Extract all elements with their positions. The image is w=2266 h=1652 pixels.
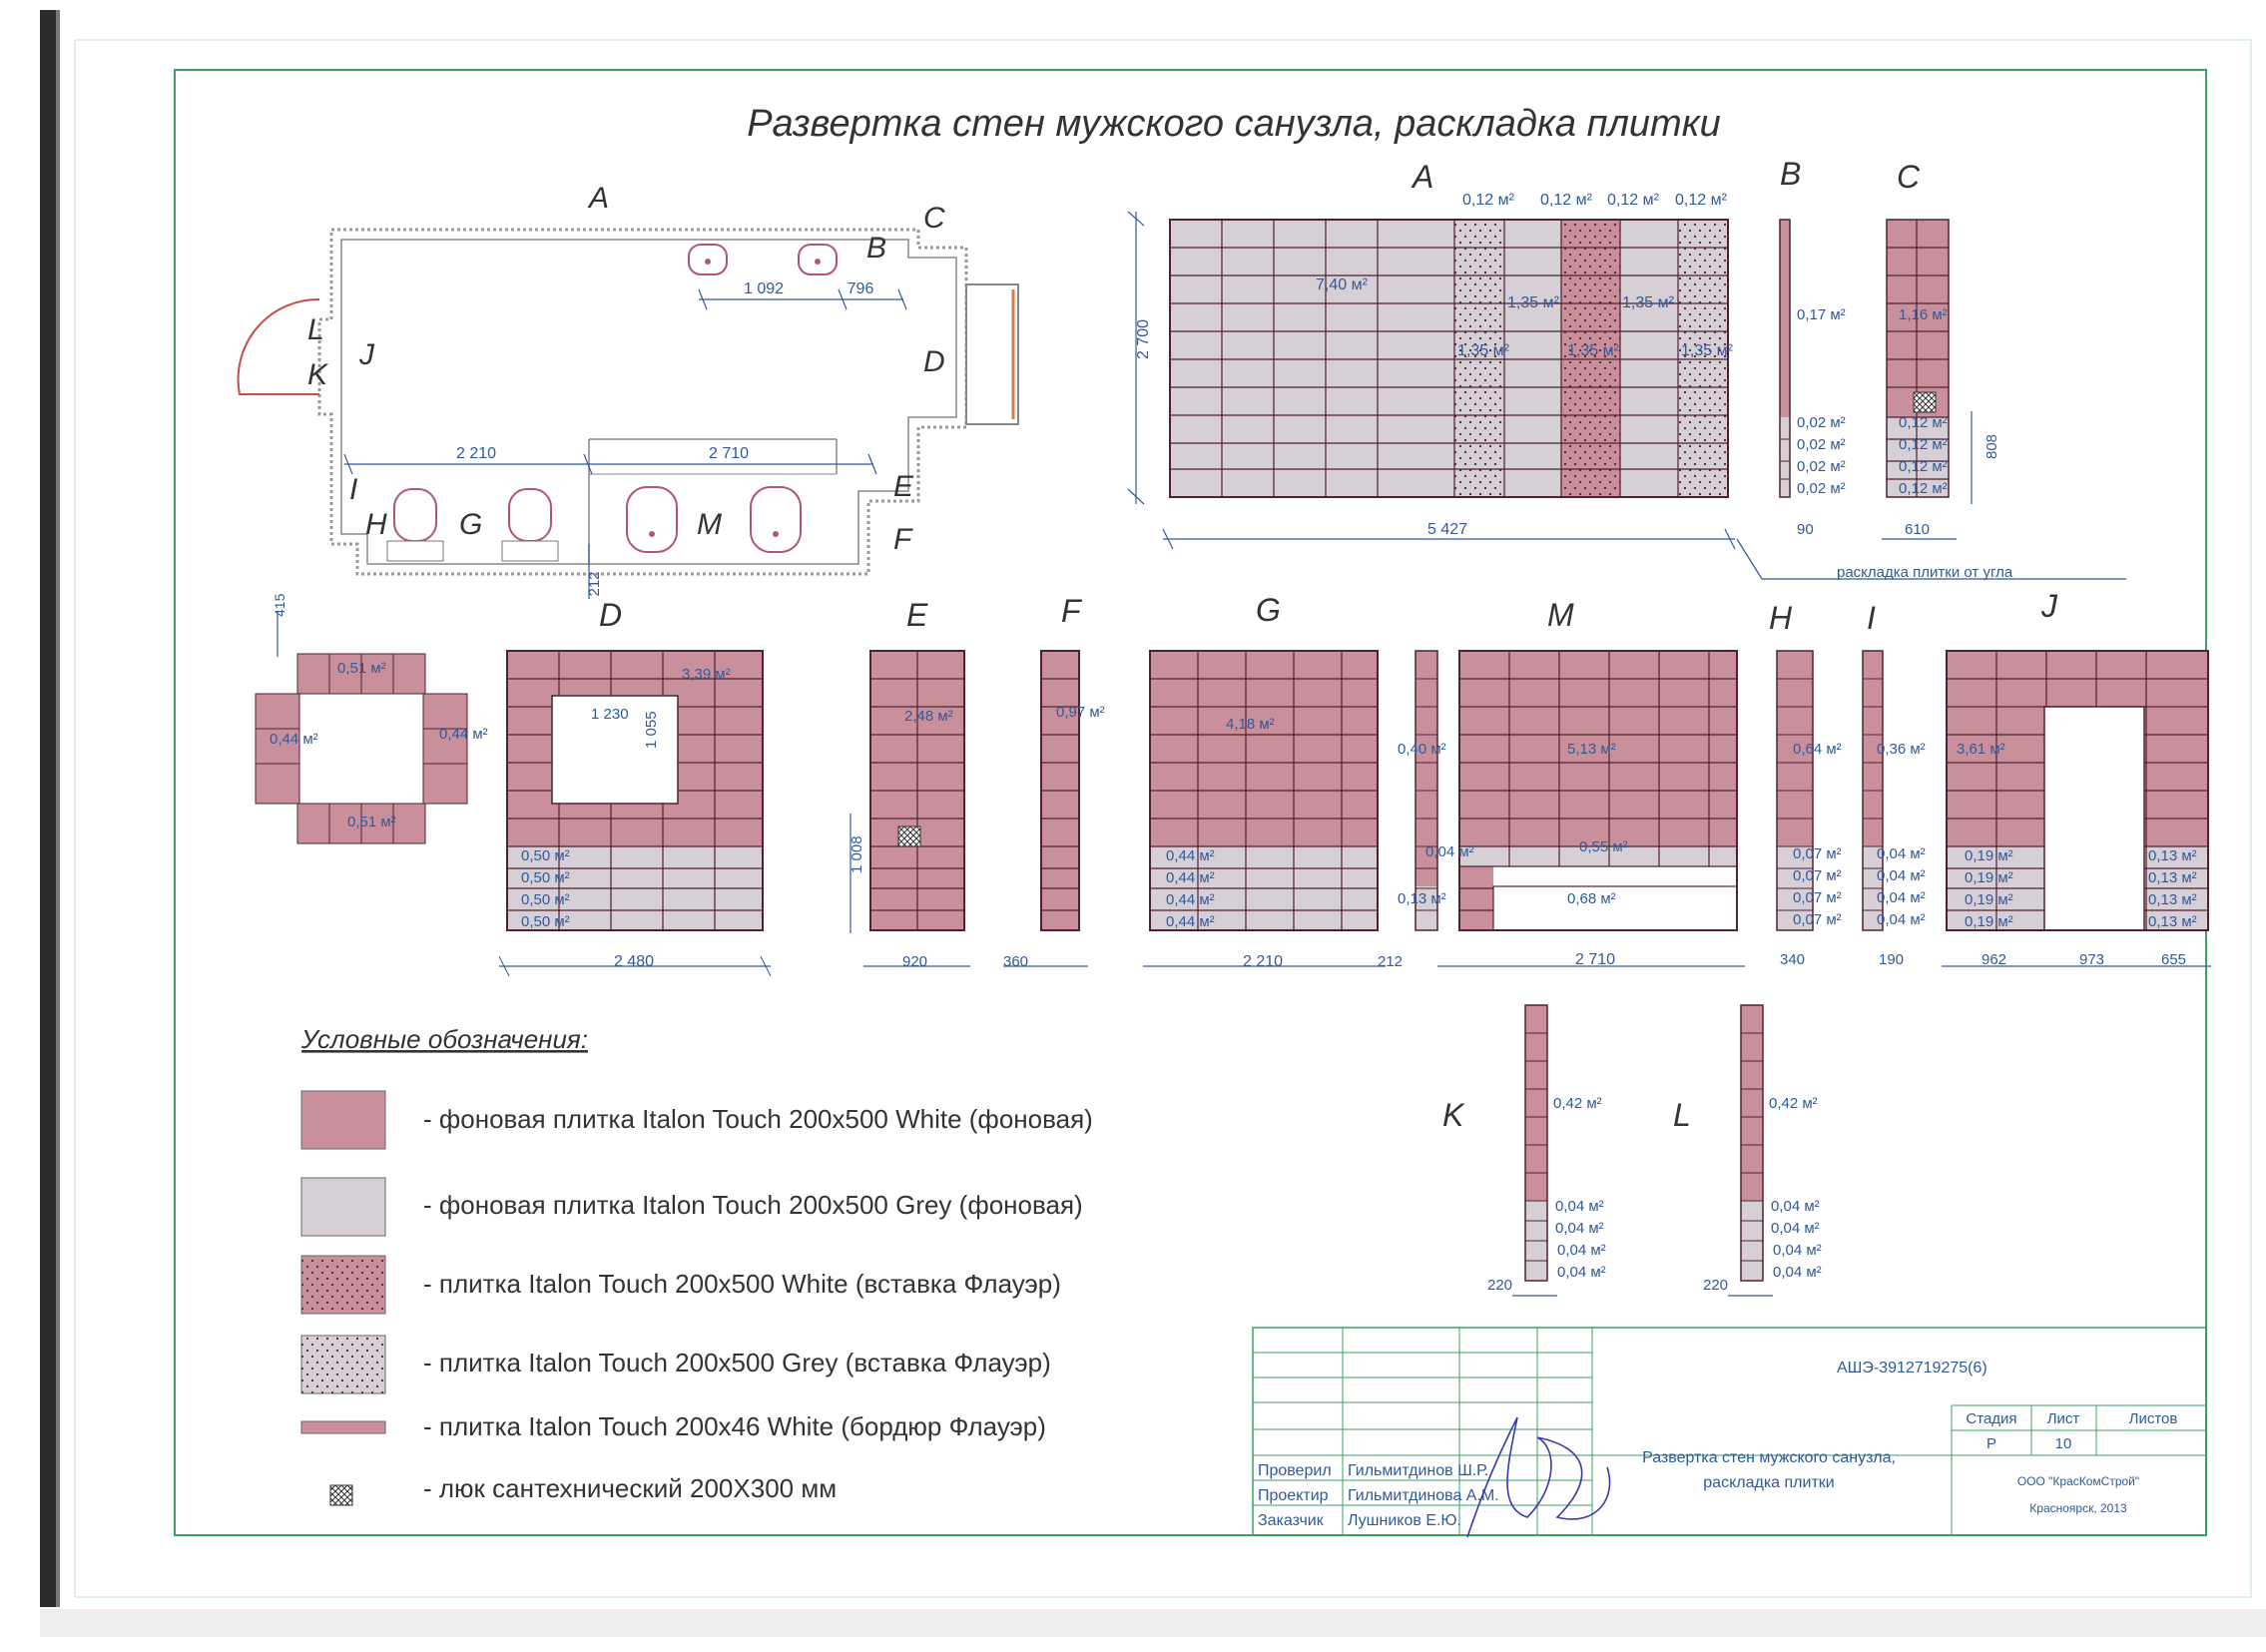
elevation-D: [256, 593, 771, 976]
stamp-stage: Р: [1985, 1435, 1997, 1452]
wall-C-note: раскладка плитки от угла: [1837, 564, 2013, 581]
sink-2: [799, 245, 837, 275]
dim-212: 212: [586, 571, 603, 597]
dim-2210: 2 210: [455, 445, 497, 462]
wall-D-reveal-left: 0,44 м²: [270, 731, 318, 748]
wall-A-grey-field: [1170, 220, 1454, 497]
wall-D-band-1: 0,50 м²: [521, 847, 570, 864]
wall-F-label: F: [1061, 593, 1081, 629]
wall-B-area-main: 0,17 м²: [1797, 306, 1846, 323]
wall-I-label: I: [1867, 600, 1876, 636]
legend-swatch-grey-dots: [301, 1336, 385, 1393]
wall-G-band-4: 0,44 м²: [1166, 913, 1215, 930]
wall-J-small-right-3: 0,13 м²: [2148, 891, 2197, 908]
legend-item-3: - плитка Italon Touch 200x500 White (вставка Флауэр): [423, 1269, 1061, 1299]
elevation-A: [1128, 159, 1735, 549]
elevation-C: [1737, 159, 2126, 581]
plan-label-E: E: [893, 470, 914, 503]
elevation-B: [1780, 156, 1846, 538]
stamp-stage-header: Стадия: [1966, 1410, 2017, 1427]
wall-B-small-1: 0,02 м²: [1797, 414, 1846, 431]
wall-G-side-width: 212: [1378, 953, 1404, 970]
plan-label-G: G: [459, 508, 483, 541]
wall-L-small-2: 0,04 м²: [1771, 1220, 1820, 1237]
wall-B-small-2: 0,02 м²: [1797, 436, 1846, 453]
wall-A-width: 5 427: [1427, 521, 1468, 538]
legend-swatch-hatch: [330, 1485, 352, 1505]
stamp-name-3: Лушников Е.Ю.: [1348, 1512, 1462, 1529]
wall-I-small-2: 0,04 м²: [1877, 867, 1926, 884]
wall-I-small-3: 0,04 м²: [1877, 889, 1926, 906]
plan-label-C: C: [923, 202, 945, 235]
wall-J-small-left-1: 0,19 м²: [1965, 847, 2013, 864]
floor-plan: [239, 182, 1018, 599]
wall-G-area-main: 4,18 м²: [1226, 716, 1275, 733]
wall-D-band-4: 0,50 м²: [521, 913, 570, 930]
wall-D-band-3: 0,50 м²: [521, 891, 570, 908]
wall-I-area-main: 0,36 м²: [1877, 741, 1926, 758]
wall-C-small-1: 0,12 м²: [1899, 414, 1948, 431]
wall-A-area-top-4: 0,12 м²: [1675, 192, 1727, 209]
plan-label-L: L: [307, 313, 324, 346]
paper-edge: [40, 1609, 2266, 1637]
wall-G-side-area: 0,40 м²: [1398, 741, 1446, 758]
plan-label-K: K: [307, 358, 328, 391]
elevation-J: [1942, 588, 2211, 968]
wall-H-area-main: 0,64 м²: [1793, 741, 1842, 758]
wall-D-opening-h: 1 055: [643, 711, 660, 749]
wall-D-reveal: [256, 593, 488, 843]
wall-I-small-1: 0,04 м²: [1877, 845, 1926, 862]
dim-2710: 2 710: [708, 445, 750, 462]
elevation-L: [1673, 1005, 1822, 1296]
wall-J-small-right-4: 0,13 м²: [2148, 913, 2197, 930]
legend-title: Условные обозначения:: [301, 1024, 589, 1054]
stamp-sheet: 10: [2054, 1435, 2072, 1452]
plan-label-M: M: [697, 508, 722, 541]
wall-G-width: 2 210: [1243, 953, 1284, 970]
wall-A-area-135-b3: 1,35 м²: [1681, 342, 1733, 359]
wall-H-small-4: 0,07 м²: [1793, 911, 1842, 928]
wall-D-band-2: 0,50 м²: [521, 869, 570, 886]
stamp-role-1: Проверил: [1258, 1462, 1332, 1479]
wall-A-area-135-b1: 1,35 м²: [1457, 342, 1509, 359]
wall-D-reveal-top: 0,51 м²: [337, 660, 386, 677]
elevation-M: [1425, 597, 1745, 968]
toilet-2: [502, 489, 558, 561]
wall-M-label: M: [1547, 597, 1574, 633]
sink-1: [689, 245, 727, 275]
wall-J-width-1: 962: [1982, 951, 2007, 968]
elevation-F: [1003, 593, 1105, 970]
legend: [300, 1024, 1093, 1505]
wall-E-height: 1 008: [849, 835, 865, 873]
stamp-role-2: Проектир: [1258, 1487, 1329, 1504]
wall-G-band-1: 0,44 м²: [1166, 847, 1215, 864]
wall-A-area-135-a1: 1,35 м²: [1507, 294, 1559, 311]
window-d: [966, 284, 1018, 424]
stamp-sheet-header: Лист: [2046, 1410, 2080, 1427]
plan-label-A: A: [589, 182, 610, 215]
wall-C-area-main: 1,16 м²: [1899, 306, 1948, 323]
legend-swatch-grey: [301, 1178, 385, 1236]
plan-label-J: J: [359, 338, 374, 371]
wall-J-small-left-3: 0,19 м²: [1965, 891, 2013, 908]
elevation-G: [1143, 592, 1446, 970]
dim-796: 796: [847, 280, 874, 297]
wall-J-small-left-4: 0,19 м²: [1965, 913, 2013, 930]
legend-swatch-pink-dots: [301, 1256, 385, 1314]
legend-item-4: - плитка Italon Touch 200x500 Grey (вставка Флауэр): [423, 1348, 1051, 1377]
wall-C-label: C: [1897, 159, 1921, 195]
stamp-name-2: Гильмитдинова А.М.: [1348, 1487, 1499, 1504]
wall-H-small-3: 0,07 м²: [1793, 889, 1842, 906]
urinal-1: [627, 487, 677, 552]
wall-A-area-top-1: 0,12 м²: [1462, 192, 1514, 209]
wall-D-reveal-right: 0,44 м²: [439, 726, 488, 743]
wall-B-small-3: 0,02 м²: [1797, 458, 1846, 475]
wall-D-reveal-bottom: 0,51 м²: [347, 814, 396, 830]
wall-M-band: 0,55 м²: [1579, 838, 1628, 855]
wall-C-width: 610: [1905, 521, 1931, 538]
urinal-2: [751, 487, 801, 552]
stamp-title-2: раскладка плитки: [1703, 1474, 1835, 1491]
wall-J-small-right-2: 0,13 м²: [2148, 869, 2197, 886]
wall-M-left-small: 0,04 м²: [1425, 843, 1474, 860]
wall-C-height: 808: [1983, 433, 2000, 459]
stamp-title-1: Развертка стен мужского санузла,: [1642, 1449, 1896, 1466]
stamp-name-1: Гильмитдинов Ш.Р.: [1348, 1462, 1489, 1479]
wall-D-width: 2 480: [614, 953, 655, 970]
plan-label-I: I: [349, 473, 358, 506]
stamp-role-3: Заказчик: [1258, 1512, 1324, 1529]
wall-L-label: L: [1673, 1097, 1691, 1133]
plan-label-F: F: [893, 523, 912, 556]
wall-M-bottom: 0,68 м²: [1567, 890, 1616, 907]
wall-J-area-main: 3,61 м²: [1957, 741, 2005, 758]
binding-strip: [40, 10, 60, 1607]
wall-F-area-main: 0,97 м²: [1056, 704, 1105, 721]
stamp-org: ООО "КрасКомСтрой": [2016, 1474, 2140, 1488]
wall-L-small-1: 0,04 м²: [1771, 1198, 1820, 1215]
legend-item-5: - плитка Italon Touch 200x46 White (бордюр Флауэр): [423, 1411, 1046, 1441]
wall-L-area-main: 0,42 м²: [1769, 1095, 1818, 1112]
wall-G-band-2: 0,44 м²: [1166, 869, 1215, 886]
wall-A-area-135-b2: 1,35 м²: [1567, 342, 1619, 359]
title-block: [1253, 1328, 2206, 1537]
plan-label-H: H: [365, 508, 387, 541]
wall-D-area-main: 3,39 м²: [682, 666, 731, 683]
elevation-E: [849, 597, 970, 970]
wall-G-label: G: [1256, 592, 1281, 628]
wall-D-dim-415: 415: [272, 593, 287, 617]
wall-G-side-small: 0,13 м²: [1398, 890, 1446, 907]
wall-K-width: 220: [1487, 1277, 1513, 1294]
wall-A-height: 2 700: [1135, 318, 1152, 359]
legend-item-6: - люк сантехнический 200X300 мм: [423, 1473, 838, 1503]
wall-C-hatch: [1914, 392, 1936, 412]
wall-L-small-4: 0,04 м²: [1773, 1264, 1822, 1281]
wall-C-small-4: 0,12 м²: [1899, 480, 1948, 497]
plan-label-D: D: [923, 345, 945, 378]
stamp-code: АШЭ-3912719275(6): [1837, 1360, 1987, 1377]
wall-M-width: 2 710: [1575, 951, 1616, 968]
toilet-1: [387, 489, 443, 561]
wall-M-area-main: 5,13 м²: [1567, 741, 1616, 758]
wall-A-area-main: 7,40 м²: [1316, 276, 1368, 293]
wall-H-small-1: 0,07 м²: [1793, 845, 1842, 862]
wall-K-small-2: 0,04 м²: [1555, 1220, 1604, 1237]
elevation-K: [1442, 1005, 1606, 1296]
wall-J-label: J: [2041, 588, 2057, 624]
wall-K-small-4: 0,04 м²: [1557, 1264, 1606, 1281]
wall-I-small-4: 0,04 м²: [1877, 911, 1926, 928]
dim-1092: 1 092: [743, 280, 785, 297]
wall-H-width: 340: [1780, 951, 1806, 968]
elevation-I: [1863, 600, 1926, 968]
wall-J-small-right-1: 0,13 м²: [2148, 847, 2197, 864]
page-title: Развертка стен мужского санузла, раскладка плитки: [747, 103, 1721, 145]
wall-D-opening-w: 1 230: [591, 706, 629, 723]
wall-J-width-3: 655: [2161, 951, 2187, 968]
wall-K-small-1: 0,04 м²: [1555, 1198, 1604, 1215]
wall-A-area-top-2: 0,12 м²: [1540, 192, 1592, 209]
stamp-city: Красноярск, 2013: [2029, 1501, 2127, 1515]
wall-E-hatch: [898, 826, 920, 846]
wall-B-label: B: [1780, 156, 1802, 192]
wall-C-small-3: 0,12 м²: [1899, 458, 1948, 475]
wall-E-label: E: [906, 597, 928, 633]
legend-item-1: - фоновая плитка Italon Touch 200x500 White (фоновая): [423, 1104, 1093, 1134]
wall-H-small-2: 0,07 м²: [1793, 867, 1842, 884]
wall-L-small-3: 0,04 м²: [1773, 1242, 1822, 1259]
plan-label-B: B: [866, 232, 887, 265]
wall-E-area-main: 2,48 м²: [904, 708, 953, 725]
wall-A-area-top-3: 0,12 м²: [1607, 192, 1659, 209]
wall-J-door-opening: [2044, 707, 2144, 930]
legend-item-2: - фоновая плитка Italon Touch 200x500 Grey (фоновая): [423, 1190, 1083, 1220]
wall-G-band-3: 0,44 м²: [1166, 891, 1215, 908]
wall-K-label: K: [1442, 1097, 1464, 1133]
wall-J-width-2: 973: [2079, 951, 2105, 968]
wall-B-small-4: 0,02 м²: [1797, 480, 1846, 497]
wall-L-width: 220: [1703, 1277, 1729, 1294]
wall-A-label: A: [1413, 159, 1434, 195]
wall-E-width: 920: [902, 953, 928, 970]
legend-swatch-pink: [301, 1091, 385, 1149]
wall-I-width: 190: [1879, 951, 1905, 968]
wall-C-small-2: 0,12 м²: [1899, 436, 1948, 453]
legend-swatch-border: [301, 1421, 385, 1433]
elevation-H: [1769, 600, 1842, 968]
wall-J-small-left-2: 0,19 м²: [1965, 869, 2013, 886]
wall-D-label: D: [599, 597, 623, 633]
signature-scribble: [1467, 1417, 1610, 1537]
wall-K-small-3: 0,04 м²: [1557, 1242, 1606, 1259]
wall-F-width: 360: [1003, 953, 1029, 970]
stamp-sheets-header: Листов: [2128, 1410, 2178, 1427]
wall-H-label: H: [1769, 600, 1793, 636]
wall-K-area-main: 0,42 м²: [1553, 1095, 1602, 1112]
wall-B-width: 90: [1797, 521, 1814, 538]
wall-A-area-135-a2: 1,35 м²: [1622, 294, 1674, 311]
